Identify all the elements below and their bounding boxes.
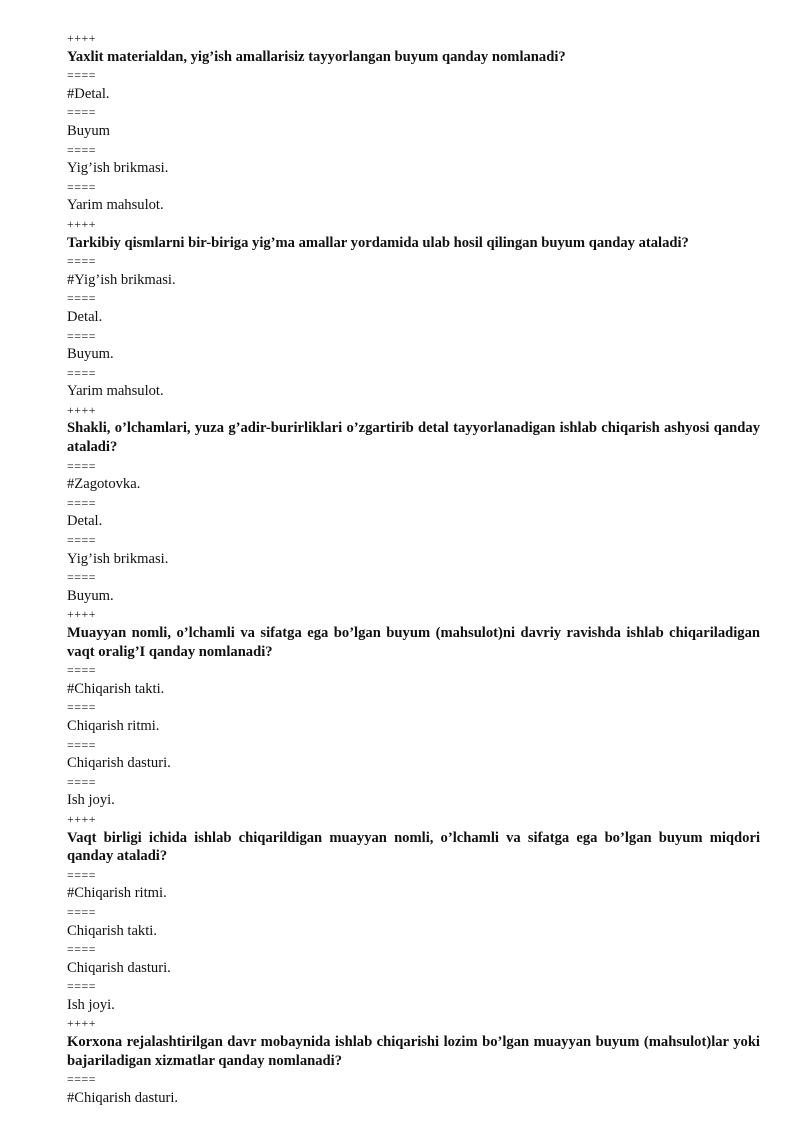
answer-option-correct: #Chiqarish takti. [67, 680, 165, 697]
answer-option: Yig’ish brikmasi. [67, 550, 169, 567]
answer-separator: ==== [67, 142, 97, 157]
answer-option: Yarim mahsulot. [67, 383, 164, 400]
answer-option: Buyum. [67, 346, 114, 363]
answer-option: Buyum. [67, 587, 114, 604]
answer-separator: ==== [67, 942, 97, 957]
answer-option: Detal. [67, 308, 103, 325]
question-block [67, 29, 760, 215]
answer-separator: ==== [67, 904, 97, 919]
answer-separator: ==== [67, 291, 97, 306]
question-text: Muayyan nomli, o’lchamli va sifatga ega bo’lgan buyum (mahsulot)ni davriy ravishda ishlab chiqariladigan vaqt oralig’I qanday nomlanadi? [67, 625, 760, 660]
question-separator: ++++ [67, 402, 97, 417]
answer-separator: ==== [67, 663, 97, 678]
answer-separator: ==== [67, 68, 97, 83]
answer-separator: ==== [67, 737, 97, 752]
answer-option: Ish joyi. [67, 996, 115, 1013]
answer-separator: ==== [67, 328, 97, 343]
question-text: Yaxlit materialdan, yig’ish amallarisiz tayyorlangan buyum qanday nomlanadi? [67, 48, 566, 65]
answer-option-correct: #Chiqarish dasturi. [67, 1089, 179, 1106]
answer-option: Chiqarish dasturi. [67, 755, 171, 772]
answer-separator: ==== [67, 458, 97, 473]
question-separator: ++++ [67, 607, 97, 622]
answer-option: Detal. [67, 513, 103, 530]
question-separator: ++++ [67, 216, 97, 231]
question-separator: ++++ [67, 1016, 97, 1031]
question-text: Vaqt birligi ichida ishlab chiqarildigan muayyan nomli, o’lchamli va sifatga ega bo’lgan buyum miqdori qanday ataladi? [67, 829, 760, 865]
answer-separator: ==== [67, 570, 97, 585]
question-block [67, 605, 760, 810]
answer-separator: ==== [67, 700, 97, 715]
answer-option: Yarim mahsulot. [67, 197, 164, 214]
answer-option: Buyum [67, 122, 110, 139]
answer-option: Chiqarish dasturi. [67, 959, 171, 976]
answer-option-correct: #Detal. [67, 85, 110, 102]
question-block [67, 215, 760, 401]
answer-separator: ==== [67, 774, 97, 789]
answer-option: Yig’ish brikmasi. [67, 160, 169, 177]
answer-separator: ==== [67, 1072, 97, 1087]
answer-separator: ==== [67, 533, 97, 548]
answer-separator: ==== [67, 254, 97, 269]
answer-separator: ==== [67, 979, 97, 994]
question-text: Tarkibiy qismlarni bir-biriga yig’ma amallar yordamida ulab hosil qilingan buyum qanday ataladi? [67, 234, 689, 251]
answer-option: Chiqarish takti. [67, 922, 157, 939]
answer-option: Ish joyi. [67, 792, 115, 809]
question-text: Korxona rejalashtirilgan davr mobaynida ishlab chiqarishi lozim bo’lgan muayyan buyum (mahsulot)lar yoki bajariladigan xizmatlar qanday nomlanadi? [67, 1034, 760, 1069]
answer-separator: ==== [67, 495, 97, 510]
answer-option-correct: #Zagotovka. [67, 476, 141, 493]
answer-option: Chiqarish ritmi. [67, 717, 160, 734]
answer-separator: ==== [67, 867, 97, 882]
answer-separator: ==== [67, 105, 97, 120]
question-separator: ++++ [67, 31, 97, 45]
question-block [67, 1014, 760, 1107]
answer-separator: ==== [67, 365, 97, 380]
question-text: Shakli, o’lchamlari, yuza g’adir-burirliklari o’zgartirib detal tayyorlanadigan ishlab chiqarish ashyosi qanday ataladi? [67, 420, 760, 456]
question-block [67, 810, 760, 1015]
answer-separator: ==== [67, 179, 97, 194]
question-separator: ++++ [67, 811, 97, 826]
answer-option-correct: #Chiqarish ritmi. [67, 885, 167, 902]
answer-option-correct: #Yig’ish brikmasi. [67, 271, 176, 288]
question-block [67, 401, 760, 606]
